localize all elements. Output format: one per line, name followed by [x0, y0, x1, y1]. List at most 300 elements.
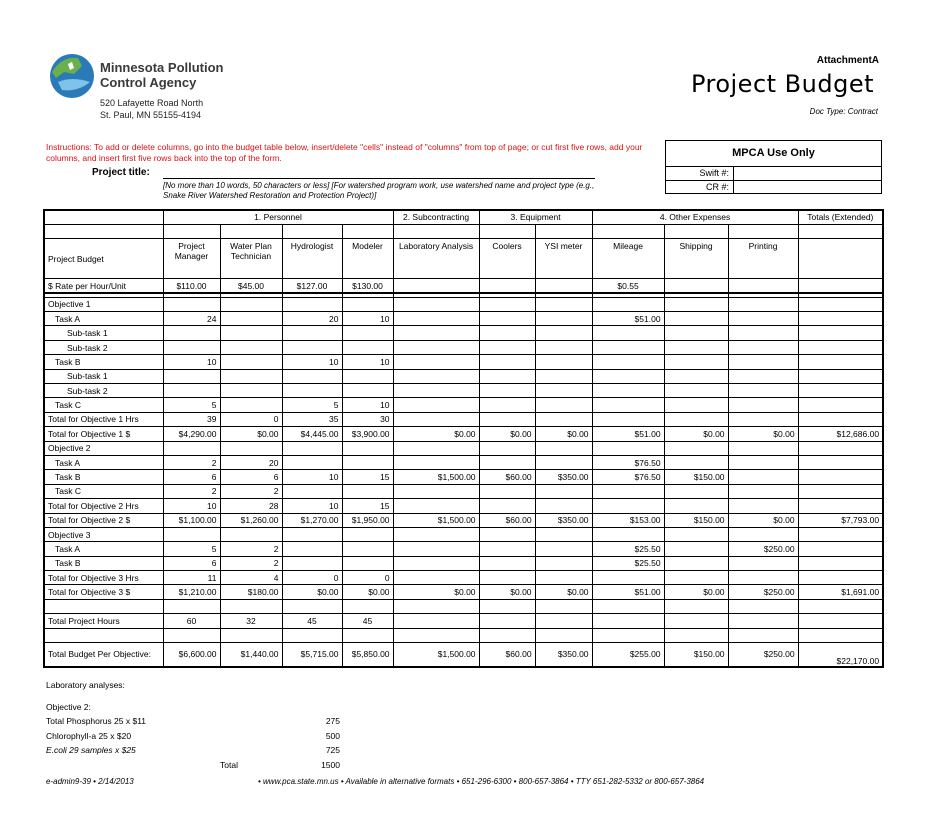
table-cell: [282, 455, 342, 469]
rate-cell: $127.00: [282, 279, 342, 293]
table-cell: [220, 297, 282, 311]
row-label: Task C: [44, 484, 163, 498]
table-cell: [664, 455, 728, 469]
table-cell: [393, 398, 479, 412]
table-cell: $0.00: [535, 427, 592, 441]
table-cell: [664, 556, 728, 570]
table-row: [44, 527, 883, 541]
table-cell: [535, 441, 592, 455]
table-cell: 0: [282, 571, 342, 585]
table-row: [44, 571, 883, 585]
row-label: Sub-task 1: [44, 369, 163, 383]
table-cell: $1,270.00: [282, 513, 342, 527]
swift-label: Swift #:: [699, 168, 729, 178]
table-cell: 2: [220, 542, 282, 556]
table-row: [44, 398, 883, 412]
table-cell: 32: [220, 614, 282, 628]
table-cell: 24: [163, 312, 220, 326]
table-cell: [592, 369, 664, 383]
column-header: Project Manager: [163, 239, 220, 279]
row-total: [798, 312, 883, 326]
table-row: [44, 427, 883, 441]
table-cell: $25.50: [592, 542, 664, 556]
row-total: $7,793.00: [798, 513, 883, 527]
table-cell: 2: [220, 484, 282, 498]
table-cell: [592, 527, 664, 541]
table-cell: [282, 527, 342, 541]
table-cell: 6: [220, 470, 282, 484]
row-label: Total Budget Per Objective:: [44, 643, 163, 667]
table-cell: $250.00: [728, 585, 798, 599]
table-cell: [479, 527, 535, 541]
row-label: Sub-task 2: [44, 340, 163, 354]
table-cell: 30: [342, 412, 393, 426]
rate-row: [44, 279, 883, 293]
table-cell: [728, 412, 798, 426]
row-label: Objective 1: [44, 297, 163, 311]
table-row: [44, 384, 883, 398]
table-cell: [342, 369, 393, 383]
table-cell: $76.50: [592, 470, 664, 484]
table-cell: [393, 369, 479, 383]
table-cell: [479, 398, 535, 412]
table-cell: [163, 340, 220, 354]
instructions-text: Instructions: To add or delete columns, go into the budget table below, insert/delete "cells" instead of "columns" from top of page; or cut first five rows, add your columns, and insert first five rows back into the top of the form.: [46, 142, 643, 163]
table-cell: $0.00: [479, 427, 535, 441]
table-cell: [163, 527, 220, 541]
table-row: [44, 484, 883, 498]
table-cell: [220, 312, 282, 326]
table-cell: [282, 384, 342, 398]
row-total: [798, 326, 883, 340]
table-cell: $0.00: [728, 427, 798, 441]
table-cell: [728, 312, 798, 326]
table-cell: [282, 441, 342, 455]
table-cell: [728, 455, 798, 469]
mpca-logo-icon: [48, 52, 96, 100]
table-row: [44, 369, 883, 383]
column-header-totals: [798, 239, 883, 279]
rate-cell: [535, 279, 592, 293]
table-cell: 2: [220, 556, 282, 570]
row-total: [798, 398, 883, 412]
table-cell: 35: [282, 412, 342, 426]
table-cell: 15: [342, 470, 393, 484]
table-cell: $250.00: [728, 542, 798, 556]
table-cell: [393, 340, 479, 354]
table-row: [44, 513, 883, 527]
row-label: Task A: [44, 455, 163, 469]
row-label: Task C: [44, 398, 163, 412]
table-cell: $0.00: [728, 513, 798, 527]
rate-cell: [393, 279, 479, 293]
table-cell: [342, 340, 393, 354]
table-cell: $250.00: [728, 643, 798, 667]
table-cell: [535, 542, 592, 556]
table-cell: [728, 369, 798, 383]
table-cell: 45: [282, 614, 342, 628]
rate-cell: $110.00: [163, 279, 220, 293]
table-cell: 10: [342, 355, 393, 369]
table-cell: [664, 398, 728, 412]
table-row: [44, 355, 883, 369]
table-cell: $0.00: [220, 427, 282, 441]
table-cell: 10: [282, 470, 342, 484]
table-cell: $0.00: [282, 585, 342, 599]
table-cell: [728, 556, 798, 570]
cr-label: CR #:: [705, 182, 729, 192]
row-total: [798, 542, 883, 556]
table-cell: $3,900.00: [342, 427, 393, 441]
table-cell: 60: [163, 614, 220, 628]
rate-cell: $45.00: [220, 279, 282, 293]
table-cell: [535, 326, 592, 340]
table-cell: [728, 614, 798, 628]
table-cell: [728, 527, 798, 541]
table-cell: 10: [342, 398, 393, 412]
table-cell: $5,715.00: [282, 643, 342, 667]
lab-item-label: Chlorophyll-a 25 x $20: [46, 730, 132, 741]
table-cell: [479, 355, 535, 369]
table-cell: 6: [163, 556, 220, 570]
column-header: Printing: [728, 239, 798, 279]
table-cell: [393, 614, 479, 628]
lab-item-value: 725: [325, 745, 340, 755]
table-cell: [393, 527, 479, 541]
column-header: Modeler: [342, 239, 393, 279]
table-cell: [479, 369, 535, 383]
row-total: $22,170.00: [798, 643, 883, 667]
row-total: [798, 499, 883, 513]
table-cell: $51.00: [592, 427, 664, 441]
project-title-label: Project title:: [92, 167, 150, 178]
table-cell: $1,500.00: [393, 643, 479, 667]
table-cell: 10: [163, 355, 220, 369]
table-cell: [592, 484, 664, 498]
form-id: e-admin9-39 • 2/14/2013: [46, 777, 134, 786]
row-total: [798, 441, 883, 455]
row-total: [798, 571, 883, 585]
table-cell: 2: [163, 484, 220, 498]
table-cell: [728, 355, 798, 369]
table-cell: [342, 326, 393, 340]
table-cell: [393, 297, 479, 311]
table-cell: [592, 499, 664, 513]
table-cell: [393, 455, 479, 469]
table-cell: [535, 499, 592, 513]
row-total: [798, 556, 883, 570]
table-row: [44, 614, 883, 628]
table-cell: [220, 384, 282, 398]
table-cell: [393, 542, 479, 556]
table-cell: [592, 340, 664, 354]
group-blank: [44, 210, 163, 224]
table-cell: [535, 297, 592, 311]
table-row: [44, 326, 883, 340]
table-cell: [592, 384, 664, 398]
table-row: [44, 441, 883, 455]
lab-objective: Objective 2:: [46, 702, 91, 712]
rate-cell-totals: [798, 279, 883, 293]
table-cell: [393, 312, 479, 326]
rate-cell: [479, 279, 535, 293]
table-cell: $0.00: [393, 427, 479, 441]
table-cell: [342, 441, 393, 455]
project-budget-label: Project Budget: [44, 239, 163, 279]
table-row: [44, 542, 883, 556]
row-total: [798, 484, 883, 498]
table-cell: 11: [163, 571, 220, 585]
table-cell: 5: [163, 398, 220, 412]
table-cell: 20: [282, 312, 342, 326]
table-cell: [535, 571, 592, 585]
table-cell: $60.00: [479, 513, 535, 527]
table-cell: 28: [220, 499, 282, 513]
lab-total-label: Total: [220, 760, 238, 770]
row-total: [798, 455, 883, 469]
table-cell: 2: [163, 455, 220, 469]
table-row: [44, 585, 883, 599]
table-cell: $350.00: [535, 643, 592, 667]
row-total: [798, 412, 883, 426]
table-cell: $25.50: [592, 556, 664, 570]
table-cell: $0.00: [393, 585, 479, 599]
table-row: [44, 340, 883, 354]
group-header-row: [44, 210, 883, 224]
rate-cell: [664, 279, 728, 293]
table-cell: [479, 312, 535, 326]
table-cell: [393, 326, 479, 340]
table-cell: [220, 340, 282, 354]
table-cell: [479, 326, 535, 340]
table-cell: [479, 484, 535, 498]
table-cell: $5,850.00: [342, 643, 393, 667]
table-cell: [393, 484, 479, 498]
table-cell: [163, 441, 220, 455]
row-total: [798, 527, 883, 541]
table-cell: [592, 571, 664, 585]
table-cell: 4: [220, 571, 282, 585]
table-cell: [163, 384, 220, 398]
agency-name-line2: Control Agency: [100, 75, 197, 90]
table-cell: 5: [282, 398, 342, 412]
row-total: [798, 470, 883, 484]
column-header: Laboratory Analysis: [393, 239, 479, 279]
project-title-note: [No more than 10 words, 50 characters or less] [For watershed program work, use watershed name and project type (e.g., Snake River Watershed Restoration and Protection Project)]: [163, 181, 595, 200]
table-cell: $180.00: [220, 585, 282, 599]
agency-name: [100, 60, 224, 90]
table-cell: $150.00: [664, 513, 728, 527]
table-cell: [479, 297, 535, 311]
group-totals: Totals (Extended): [798, 210, 883, 224]
table-cell: $1,440.00: [220, 643, 282, 667]
table-cell: [163, 297, 220, 311]
table-cell: [393, 571, 479, 585]
table-cell: 39: [163, 412, 220, 426]
table-cell: [664, 340, 728, 354]
rate-label: $ Rate per Hour/Unit: [44, 279, 163, 293]
column-header: Mileage: [592, 239, 664, 279]
table-cell: [728, 470, 798, 484]
table-cell: [664, 297, 728, 311]
table-cell: $1,950.00: [342, 513, 393, 527]
table-cell: [535, 455, 592, 469]
lab-item-label: E.coli 29 samples x $25: [46, 745, 136, 755]
row-label: Task B: [44, 556, 163, 570]
row-label: Sub-task 1: [44, 326, 163, 340]
table-cell: $6,600.00: [163, 643, 220, 667]
table-cell: [664, 355, 728, 369]
lab-item-label: Total Phosphorus 25 x $11: [46, 716, 147, 726]
column-header: Coolers: [479, 239, 535, 279]
row-total: $1,691.00: [798, 585, 883, 599]
table-cell: [728, 484, 798, 498]
table-cell: $0.00: [342, 585, 393, 599]
page-title: Project Budget: [690, 70, 874, 98]
column-header: Water Plan Technician: [220, 239, 282, 279]
table-cell: $1,260.00: [220, 513, 282, 527]
table-cell: [342, 484, 393, 498]
table-cell: [393, 355, 479, 369]
table-cell: $0.00: [664, 585, 728, 599]
column-header: Hydrologist: [282, 239, 342, 279]
table-cell: [220, 398, 282, 412]
table-cell: [220, 326, 282, 340]
lab-total-value: 1500: [321, 760, 340, 770]
blank-row: [44, 628, 883, 642]
table-cell: [592, 412, 664, 426]
table-row: [44, 412, 883, 426]
table-cell: [592, 297, 664, 311]
table-cell: 0: [342, 571, 393, 585]
table-cell: [282, 484, 342, 498]
blank-row: [44, 599, 883, 613]
project-title-field[interactable]: [163, 178, 595, 179]
rate-cell: [728, 279, 798, 293]
table-cell: [479, 455, 535, 469]
table-row: [44, 455, 883, 469]
table-cell: $255.00: [592, 643, 664, 667]
row-total: [798, 614, 883, 628]
group-equipment: 3. Equipment: [479, 210, 592, 224]
table-cell: [664, 542, 728, 556]
group-other-expenses: 4. Other Expenses: [592, 210, 798, 224]
table-cell: $350.00: [535, 470, 592, 484]
table-cell: [282, 340, 342, 354]
table-cell: [535, 312, 592, 326]
table-cell: [282, 326, 342, 340]
table-cell: [728, 384, 798, 398]
column-header: Shipping: [664, 239, 728, 279]
row-total: [798, 297, 883, 311]
row-label: Total for Objective 3 Hrs: [44, 571, 163, 585]
table-cell: [342, 297, 393, 311]
attachment-label: AttachmentA: [816, 55, 879, 66]
table-cell: [664, 499, 728, 513]
table-cell: [342, 556, 393, 570]
group-subcontracting: 2. Subcontracting: [393, 210, 479, 224]
lab-heading: Laboratory analyses:: [46, 680, 125, 690]
table-cell: $150.00: [664, 470, 728, 484]
table-cell: [220, 441, 282, 455]
table-row: [44, 312, 883, 326]
table-cell: [479, 614, 535, 628]
row-label: Total for Objective 1 $: [44, 427, 163, 441]
row-total: [798, 384, 883, 398]
rate-cell: $130.00: [342, 279, 393, 293]
table-cell: [664, 384, 728, 398]
table-cell: 10: [282, 499, 342, 513]
table-cell: [393, 441, 479, 455]
doc-type: Doc Type: Contract: [809, 107, 878, 116]
row-label: Objective 2: [44, 441, 163, 455]
table-cell: [728, 571, 798, 585]
table-row: [44, 643, 883, 667]
table-cell: $1,500.00: [393, 513, 479, 527]
table-cell: 0: [220, 412, 282, 426]
row-total: [798, 340, 883, 354]
lab-item-value: 275: [325, 716, 340, 726]
table-cell: [535, 384, 592, 398]
footer-contact: • www.pca.state.mn.us • Available in alternative formats • 651-296-6300 • 800-657-3864 • TTY 651-282-5332 or 800-657-3864: [258, 777, 705, 786]
table-cell: [220, 369, 282, 383]
table-cell: [592, 326, 664, 340]
rate-cell: $0.55: [592, 279, 664, 293]
column-header-row: [44, 239, 883, 279]
cr-field[interactable]: [733, 181, 881, 194]
swift-row: [666, 166, 881, 180]
table-cell: $4,290.00: [163, 427, 220, 441]
table-cell: [664, 571, 728, 585]
table-cell: [728, 499, 798, 513]
table-cell: [479, 412, 535, 426]
swift-field[interactable]: [733, 167, 881, 180]
mpca-use-only-box: [665, 140, 882, 194]
table-cell: [592, 441, 664, 455]
row-label: Objective 3: [44, 527, 163, 541]
table-cell: $51.00: [592, 585, 664, 599]
table-cell: $153.00: [592, 513, 664, 527]
table-cell: [479, 441, 535, 455]
table-cell: [664, 412, 728, 426]
table-cell: [220, 527, 282, 541]
table-cell: $150.00: [664, 643, 728, 667]
table-cell: [535, 398, 592, 412]
row-label: Sub-task 2: [44, 384, 163, 398]
table-cell: 10: [342, 312, 393, 326]
table-cell: [163, 369, 220, 383]
table-cell: [728, 398, 798, 412]
table-cell: [664, 312, 728, 326]
table-row: [44, 499, 883, 513]
budget-table: [43, 209, 884, 668]
table-cell: [664, 484, 728, 498]
row-label: Total for Objective 2 $: [44, 513, 163, 527]
address-line2: St. Paul, MN 55155-4194: [100, 110, 202, 120]
row-label: Total for Objective 2 Hrs: [44, 499, 163, 513]
row-label: Task B: [44, 355, 163, 369]
table-cell: [282, 556, 342, 570]
address-line1: 520 Lafayette Road North: [100, 98, 204, 108]
table-cell: [535, 484, 592, 498]
table-cell: 45: [342, 614, 393, 628]
row-total: $12,686.00: [798, 427, 883, 441]
table-cell: [728, 297, 798, 311]
table-cell: [393, 499, 479, 513]
table-cell: $0.00: [535, 585, 592, 599]
table-cell: $60.00: [479, 643, 535, 667]
table-cell: $76.50: [592, 455, 664, 469]
